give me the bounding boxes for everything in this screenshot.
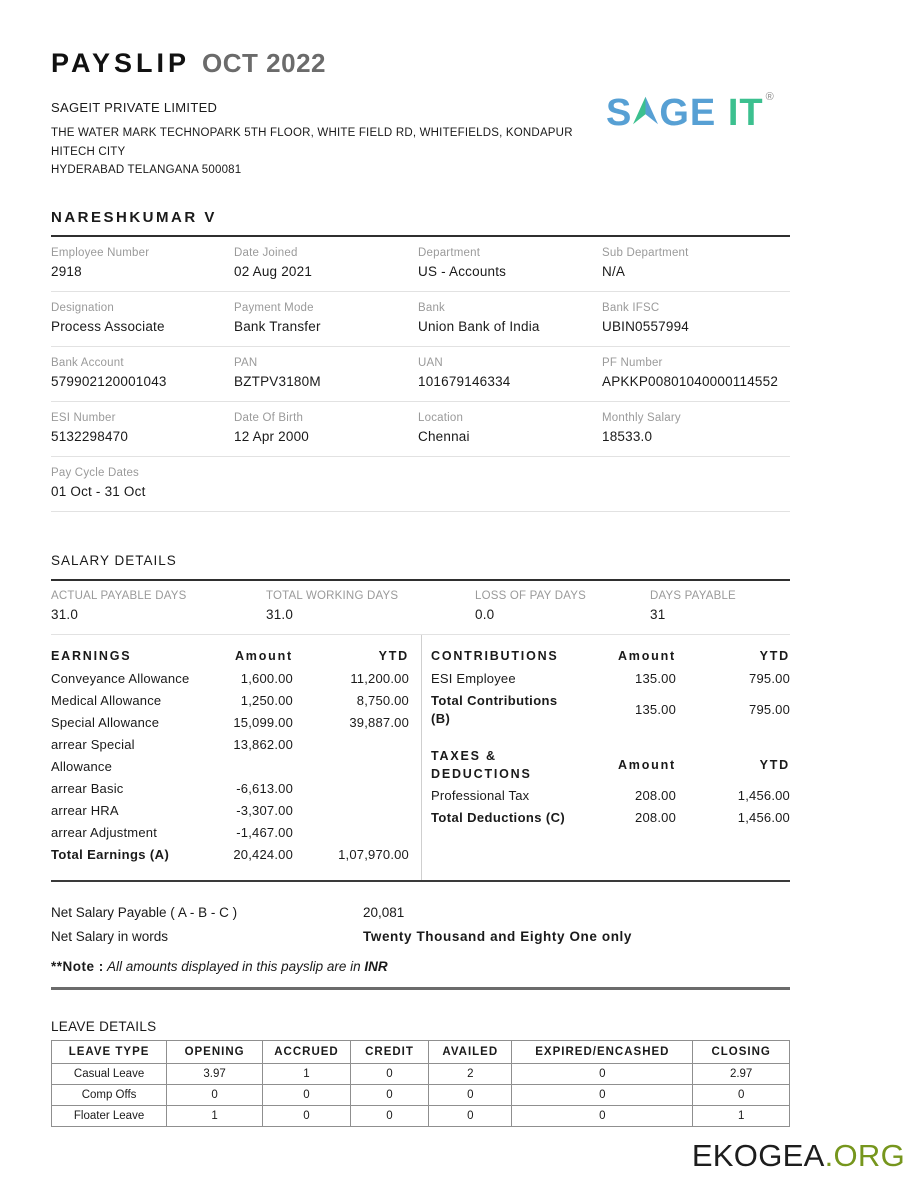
leave-header-opening: OPENING [167,1040,263,1063]
employee-row [51,457,790,512]
earning-name: arrear HRA [51,802,119,818]
leave-header-type: LEAVE TYPE [52,1040,167,1063]
net-salary-block [51,905,790,944]
earning-amount: -1,467.00 [236,824,293,840]
leave-cell: Casual Leave [52,1063,167,1084]
leave-cell: 0 [429,1105,512,1126]
field-label: TOTAL WORKING DAYS [266,589,399,602]
field-bank-account [51,357,234,389]
leave-cell: 0 [512,1105,693,1126]
leave-cell: 1 [693,1105,790,1126]
earnings-row [51,668,409,690]
earning-name: Medical Allowance [51,692,162,708]
field-date-of-birth [234,412,418,444]
ytd-header: YTD [378,648,409,663]
total-earnings-ytd: 1,07,970.00 [338,846,409,862]
field-value: 02 Aug 2021 [234,263,313,279]
leave-cell: 0 [350,1105,428,1126]
company-name: SAGEIT PRIVATE LIMITED [51,100,218,115]
field-label: UAN [418,356,443,369]
earnings-row [51,734,409,778]
total-deductions-row [431,807,790,829]
field-value: BZTPV3180M [234,373,321,389]
field-label: LOSS OF PAY DAYS [475,589,586,602]
total-earnings-row [51,844,409,866]
field-pan [234,357,418,389]
leave-cell: 0 [263,1084,351,1105]
field-label: Employee Number [51,246,150,259]
earning-name: arrear Adjustment [51,824,158,840]
leave-row-casual [52,1063,790,1084]
field-days-payable [650,590,790,622]
leave-cell: Comp Offs [52,1084,167,1105]
sageit-logo [606,91,774,134]
earning-ytd [293,800,409,822]
earning-name: Special Allowance [51,714,160,730]
field-value: 31.0 [266,606,294,622]
leave-cell: 0 [263,1105,351,1126]
field-loss-of-pay-days [475,590,650,622]
total-deductions-ytd: 1,456.00 [737,809,790,825]
net-salary-words-value: Twenty Thousand and Eighty One only [363,928,633,944]
address-line-1: THE WATER MARK TECHNOPARK 5TH FLOOR, WHITE FIELD RD, WHITEFIELDS, KONDAPUR [51,127,573,139]
field-value: Union Bank of India [418,318,540,334]
registered-mark: ® [765,91,774,103]
field-label: Department [418,246,481,259]
earning-name: arrear Basic [51,780,124,796]
field-actual-payable-days [51,590,266,622]
contribution-ytd: 795.00 [749,670,790,686]
earning-amount: -6,613.00 [236,780,293,796]
field-label: ESI Number [51,411,116,424]
earnings-row [51,712,409,734]
note-divider [51,987,790,990]
deductions-column [421,635,790,880]
total-deductions-amount: 208.00 [635,809,676,825]
note-prefix: **Note : [51,958,104,974]
field-label: Bank IFSC [602,301,660,314]
field-value: 18533.0 [602,428,653,444]
earning-ytd [293,734,409,778]
field-label: Location [418,411,464,424]
earnings-row [51,822,409,844]
field-value: 12 Apr 2000 [234,428,310,444]
field-label: Bank [418,301,446,314]
address-line-3: HYDERABAD TELANGANA 500081 [51,164,242,176]
leave-cell: 0 [350,1063,428,1084]
leave-cell: 0 [693,1084,790,1105]
field-value: APKKP00801040000114552 [602,373,779,389]
field-label: Bank Account [51,356,124,369]
employee-row [51,347,790,402]
field-label: PAN [234,356,258,369]
net-salary-words-label: Net Salary in words [51,928,169,944]
field-bank-ifsc [602,302,790,334]
contributions-header-row [431,644,790,668]
field-value: Bank Transfer [234,318,321,334]
earning-ytd: 39,887.00 [349,714,409,730]
net-salary-payable-row [51,905,790,920]
leave-details-table [51,1040,790,1127]
field-location [418,412,602,444]
earnings-header: EARNINGS [51,648,132,663]
earnings-table [51,635,421,880]
field-value: 101679146334 [418,373,511,389]
taxes-row [431,785,790,807]
earnings-header-row [51,644,409,668]
address-line-2: HITECH CITY [51,145,126,158]
amount-header: Amount [617,757,676,772]
tax-amount: 208.00 [635,787,676,803]
leave-cell: 1 [263,1063,351,1084]
leave-header-credit: CREDIT [350,1040,428,1063]
field-monthly-salary [602,412,790,444]
earning-ytd: 8,750.00 [356,692,409,708]
earnings-row [51,800,409,822]
field-value: 5132298470 [51,428,129,444]
leave-row-compoff [52,1084,790,1105]
leave-details-title: LEAVE DETAILS [51,1018,157,1034]
ytd-header: YTD [759,648,790,663]
salary-details-title: SALARY DETAILS [51,552,177,568]
earning-ytd [293,778,409,800]
field-sub-department [602,247,790,279]
field-label: Date Of Birth [234,411,304,424]
field-value: 2918 [51,263,82,279]
net-salary-payable-value: 20,081 [363,904,405,920]
payable-days-row [51,581,790,635]
field-total-working-days [266,590,475,622]
leave-cell: 1 [167,1105,263,1126]
earning-amount: -3,307.00 [236,802,293,818]
field-label: ACTUAL PAYABLE DAYS [51,589,187,602]
total-earnings-amount: 20,424.00 [233,846,293,862]
logo-arrow-icon [633,96,658,125]
earnings-row [51,690,409,712]
employee-name: NARESHKUMAR V [51,208,217,226]
field-value: 01 Oct - 31 Oct [51,483,146,499]
earning-amount: 1,250.00 [240,692,293,708]
contributions-row [431,668,790,690]
total-deductions-label: Total Deductions (C) [431,809,566,825]
field-value: UBIN0557994 [602,318,690,334]
total-contributions-ytd: 795.00 [749,701,790,717]
employee-row [51,402,790,457]
field-label: Designation [51,301,114,314]
field-label: Monthly Salary [602,411,681,424]
ytd-header: YTD [759,757,790,772]
field-value: US - Accounts [418,263,507,279]
logo-text-it: IT [727,92,764,134]
leave-row-floater [52,1105,790,1126]
leave-header-accrued: ACCRUED [263,1040,351,1063]
leave-cell: 2.97 [693,1063,790,1084]
amount-header: Amount [234,648,293,663]
leave-cell: 2 [429,1063,512,1084]
field-value: Process Associate [51,318,165,334]
field-value: 0.0 [475,606,495,622]
leave-cell: 3.97 [167,1063,263,1084]
currency-note [51,959,790,974]
field-pay-cycle-dates [51,467,234,499]
logo-text-s: S [606,92,633,134]
earnings-row [51,778,409,800]
payslip-title: PAYSLIP [51,48,191,78]
ekogea-brand: EKOGEA [691,1138,825,1173]
leave-cell: 0 [512,1084,693,1105]
field-designation [51,302,234,334]
note-body: All amounts displayed in this payslip are in [103,958,365,974]
earning-ytd [293,822,409,844]
field-department [418,247,602,279]
taxes-header-row [431,745,790,785]
total-contributions-amount: 135.00 [635,701,676,717]
total-contributions-row [431,690,790,730]
field-label: Sub Department [602,246,689,259]
earning-amount: 1,600.00 [240,670,293,686]
leave-cell: 0 [429,1084,512,1105]
note-currency: INR [364,958,388,974]
net-salary-payable-label: Net Salary Payable ( A - B - C ) [51,904,238,920]
leave-cell: 0 [167,1084,263,1105]
field-value: 579902120001043 [51,373,167,389]
ekogea-tld: .ORG [824,1138,905,1173]
employee-row [51,292,790,347]
payslip-title-row [51,48,790,79]
leave-header-closing: CLOSING [693,1040,790,1063]
earning-name: Conveyance Allowance [51,670,190,686]
field-esi-number [51,412,234,444]
leave-cell: 0 [512,1063,693,1084]
employee-details-grid [51,237,790,512]
field-label: DAYS PAYABLE [650,589,736,602]
field-label: PF Number [602,356,663,369]
field-label: Payment Mode [234,301,314,314]
total-earnings-label: Total Earnings (A) [51,846,170,862]
logo-text-ge: GE [659,92,717,134]
leave-header-expired: EXPIRED/ENCASHED [512,1040,693,1063]
field-date-joined [234,247,418,279]
logo-spacer [716,94,728,132]
field-payment-mode [234,302,418,334]
payslip-period: OCT 2022 [202,48,326,78]
ekogea-watermark [692,1138,905,1174]
field-employee-number [51,247,234,279]
leave-cell: Floater Leave [52,1105,167,1126]
contribution-name: ESI Employee [431,670,516,686]
contributions-header: CONTRIBUTIONS [431,648,559,663]
taxes-header: TAXES & DEDUCTIONS [431,748,532,781]
field-value: Chennai [418,428,470,444]
employee-row [51,237,790,292]
field-value: 31.0 [51,606,79,622]
earning-amount: 13,862.00 [233,736,293,752]
field-value: 31 [650,606,666,622]
field-label: Date Joined [234,246,298,259]
tax-ytd: 1,456.00 [737,787,790,803]
contribution-amount: 135.00 [635,670,676,686]
total-contributions-label: Total Contributions (B) [431,692,558,726]
amount-header: Amount [617,648,676,663]
field-uan [418,357,602,389]
leave-header-row [52,1040,790,1063]
field-label: Pay Cycle Dates [51,466,140,479]
earning-ytd: 11,200.00 [350,670,409,686]
leave-header-availed: AVAILED [429,1040,512,1063]
field-bank [418,302,602,334]
earning-name: arrear Special Allowance [51,736,135,774]
field-pf-number [602,357,790,389]
net-salary-words-row [51,929,790,944]
field-value: N/A [602,263,626,279]
earning-amount: 15,099.00 [233,714,293,730]
leave-cell: 0 [350,1084,428,1105]
tax-name: Professional Tax [431,787,530,803]
salary-tables [51,635,790,882]
